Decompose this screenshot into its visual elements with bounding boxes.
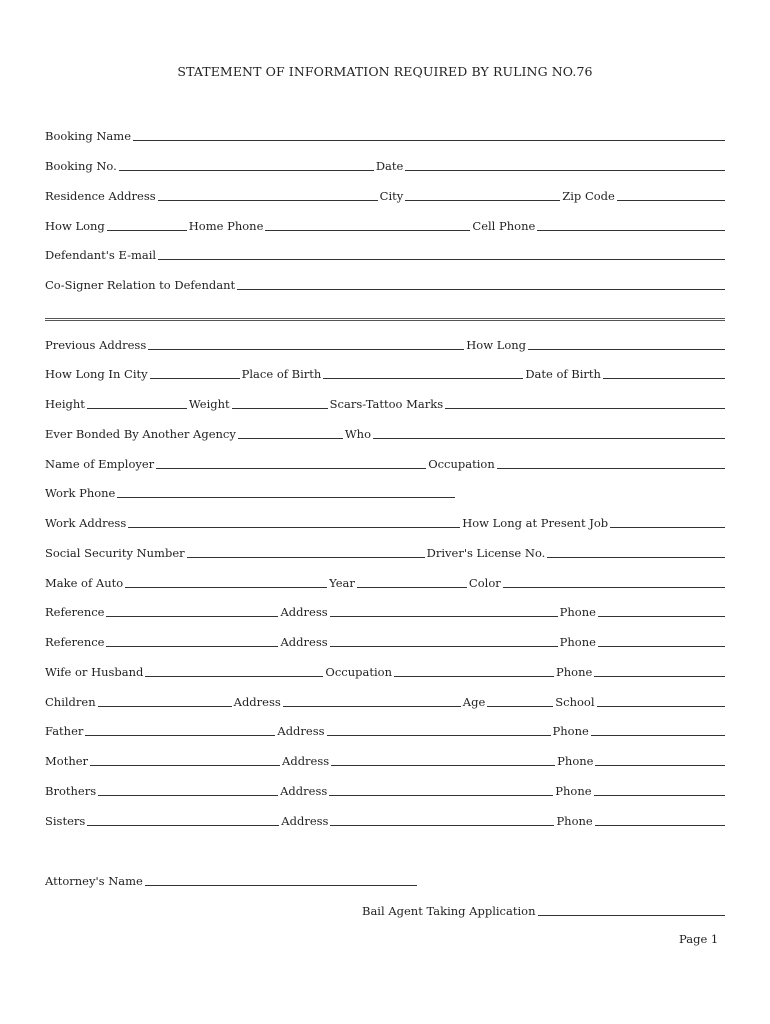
form-title: STATEMENT OF INFORMATION REQUIRED BY RULING NO.76 xyxy=(177,64,593,79)
who-label: Who xyxy=(344,427,372,441)
form-row xyxy=(45,720,725,738)
form-row xyxy=(45,870,725,888)
date-label: Date xyxy=(375,159,404,173)
residence-address-field[interactable] xyxy=(158,187,378,201)
previous-address-label: Previous Address xyxy=(45,338,147,352)
brothers-label: Brothers xyxy=(45,784,97,798)
height-field[interactable] xyxy=(87,395,187,409)
phone-label: Phone xyxy=(559,605,596,619)
address-field[interactable] xyxy=(330,812,554,826)
co-signer-relation-to-defendant-field[interactable] xyxy=(237,276,725,290)
form-row xyxy=(45,274,725,292)
date-of-birth-label: Date of Birth xyxy=(525,367,601,381)
address-field[interactable] xyxy=(331,752,555,766)
defendant-s-e-mail-field[interactable] xyxy=(158,246,725,260)
how-long-field[interactable] xyxy=(528,336,725,350)
how-long-in-city-field[interactable] xyxy=(150,365,240,379)
page-number: Page 1 xyxy=(679,932,719,946)
form-row xyxy=(45,185,725,203)
ever-bonded-by-another-agency-field[interactable] xyxy=(238,425,343,439)
address-field[interactable] xyxy=(329,782,553,796)
phone-label: Phone xyxy=(557,754,594,768)
section-divider xyxy=(45,318,725,319)
mother-label: Mother xyxy=(45,754,89,768)
address-field[interactable] xyxy=(327,722,551,736)
father-field[interactable] xyxy=(85,722,275,736)
work-address-label: Work Address xyxy=(45,516,127,530)
work-phone-label: Work Phone xyxy=(45,486,116,500)
address-field[interactable] xyxy=(283,693,461,707)
weight-field[interactable] xyxy=(232,395,328,409)
mother-field[interactable] xyxy=(90,752,280,766)
sisters-label: Sisters xyxy=(45,814,86,828)
place-of-birth-field[interactable] xyxy=(323,365,523,379)
form-row xyxy=(45,334,725,352)
date-of-birth-field[interactable] xyxy=(603,365,725,379)
address-label: Address xyxy=(277,724,325,738)
social-security-number-label: Social Security Number xyxy=(45,546,185,560)
how-long-label: How Long xyxy=(45,219,105,233)
scars-tattoo-marks-label: Scars-Tattoo Marks xyxy=(329,397,444,411)
defendant-s-e-mail-label: Defendant's E-mail xyxy=(45,248,157,262)
form-row xyxy=(45,155,725,173)
wife-or-husband-label: Wife or Husband xyxy=(45,665,144,679)
occupation-label: Occupation xyxy=(428,457,495,471)
phone-field[interactable] xyxy=(598,633,725,647)
form-row xyxy=(45,393,725,411)
form-row xyxy=(45,423,725,441)
how-long-at-present-job-field[interactable] xyxy=(610,514,725,528)
how-long-in-city-label: How Long In City xyxy=(45,367,148,381)
weight-label: Weight xyxy=(188,397,230,411)
address-field[interactable] xyxy=(330,633,558,647)
phone-label: Phone xyxy=(552,724,589,738)
zip-code-field[interactable] xyxy=(617,187,725,201)
address-label: Address xyxy=(280,605,328,619)
children-field[interactable] xyxy=(98,693,232,707)
brothers-field[interactable] xyxy=(98,782,278,796)
phone-field[interactable] xyxy=(594,782,725,796)
scars-tattoo-marks-field[interactable] xyxy=(445,395,725,409)
form-row xyxy=(45,780,725,798)
attorney-s-name-field[interactable] xyxy=(145,872,417,886)
form-row xyxy=(45,453,725,471)
attorney-s-name-label: Attorney's Name xyxy=(45,874,143,888)
co-signer-relation-to-defendant-label: Co-Signer Relation to Defendant xyxy=(45,278,236,292)
form-row xyxy=(45,125,725,143)
year-label: Year xyxy=(329,576,355,590)
booking-name-field[interactable] xyxy=(133,127,725,141)
bail-agent-row xyxy=(362,900,725,918)
cell-phone-label: Cell Phone xyxy=(472,219,536,233)
form-row xyxy=(45,542,725,560)
social-security-number-field[interactable] xyxy=(187,544,425,558)
booking-no-label: Booking No. xyxy=(45,159,117,173)
reference-label: Reference xyxy=(45,605,105,619)
reference-field[interactable] xyxy=(106,633,278,647)
previous-address-field[interactable] xyxy=(148,336,464,350)
height-label: Height xyxy=(45,397,85,411)
work-phone-field[interactable] xyxy=(117,484,455,498)
city-label: City xyxy=(379,189,404,203)
reference-label: Reference xyxy=(45,635,105,649)
name-of-employer-label: Name of Employer xyxy=(45,457,155,471)
cell-phone-field[interactable] xyxy=(537,217,725,231)
phone-field[interactable] xyxy=(598,603,725,617)
phone-label: Phone xyxy=(555,784,592,798)
address-field[interactable] xyxy=(330,603,558,617)
address-label: Address xyxy=(280,635,328,649)
driver-s-license-no-field[interactable] xyxy=(547,544,725,558)
form-row xyxy=(45,512,725,530)
ever-bonded-by-another-agency-label: Ever Bonded By Another Agency xyxy=(45,427,236,441)
form-row xyxy=(45,661,725,679)
children-label: Children xyxy=(45,695,96,709)
form-row xyxy=(45,691,725,709)
date-field[interactable] xyxy=(405,157,725,171)
who-field[interactable] xyxy=(373,425,725,439)
make-of-auto-field[interactable] xyxy=(125,574,327,588)
booking-no-field[interactable] xyxy=(119,157,374,171)
reference-field[interactable] xyxy=(106,603,278,617)
color-field[interactable] xyxy=(503,574,725,588)
address-label: Address xyxy=(280,784,328,798)
make-of-auto-label: Make of Auto xyxy=(45,576,124,590)
occupation-field[interactable] xyxy=(497,455,725,469)
address-label: Address xyxy=(281,814,329,828)
form-row xyxy=(45,810,725,828)
year-field[interactable] xyxy=(357,574,467,588)
how-long-field[interactable] xyxy=(107,217,187,231)
residence-address-label: Residence Address xyxy=(45,189,156,203)
form-row xyxy=(45,572,725,590)
form-row xyxy=(45,244,725,262)
bail-agent-field[interactable] xyxy=(538,902,726,916)
how-long-at-present-job-label: How Long at Present Job xyxy=(462,516,609,530)
age-field[interactable] xyxy=(487,693,553,707)
home-phone-label: Home Phone xyxy=(188,219,264,233)
driver-s-license-no-label: Driver's License No. xyxy=(426,546,546,560)
occupation-label: Occupation xyxy=(325,665,392,679)
work-address-field[interactable] xyxy=(128,514,460,528)
zip-code-label: Zip Code xyxy=(562,189,615,203)
form-row xyxy=(45,631,725,649)
section-divider xyxy=(45,320,725,321)
wife-or-husband-field[interactable] xyxy=(145,663,323,677)
phone-field[interactable] xyxy=(595,812,725,826)
address-label: Address xyxy=(282,754,330,768)
sisters-field[interactable] xyxy=(87,812,279,826)
home-phone-field[interactable] xyxy=(265,217,470,231)
form-row xyxy=(45,363,725,381)
city-field[interactable] xyxy=(405,187,560,201)
booking-name-label: Booking Name xyxy=(45,129,131,143)
school-field[interactable] xyxy=(597,693,725,707)
phone-field[interactable] xyxy=(591,722,725,736)
phone-label: Phone xyxy=(556,665,593,679)
phone-label: Phone xyxy=(559,635,596,649)
father-label: Father xyxy=(45,724,84,738)
school-label: School xyxy=(555,695,595,709)
color-label: Color xyxy=(468,576,501,590)
form-row xyxy=(45,601,725,619)
form-row xyxy=(45,482,725,500)
phone-label: Phone xyxy=(556,814,593,828)
form-row xyxy=(45,750,725,768)
age-label: Age xyxy=(462,695,486,709)
occupation-field[interactable] xyxy=(394,663,554,677)
how-long-label: How Long xyxy=(466,338,527,352)
phone-field[interactable] xyxy=(594,663,725,677)
place-of-birth-label: Place of Birth xyxy=(241,367,322,381)
name-of-employer-field[interactable] xyxy=(156,455,426,469)
phone-field[interactable] xyxy=(595,752,725,766)
address-label: Address xyxy=(233,695,281,709)
form-row xyxy=(45,215,725,233)
bail-agent-label: Bail Agent Taking Application xyxy=(362,904,536,918)
